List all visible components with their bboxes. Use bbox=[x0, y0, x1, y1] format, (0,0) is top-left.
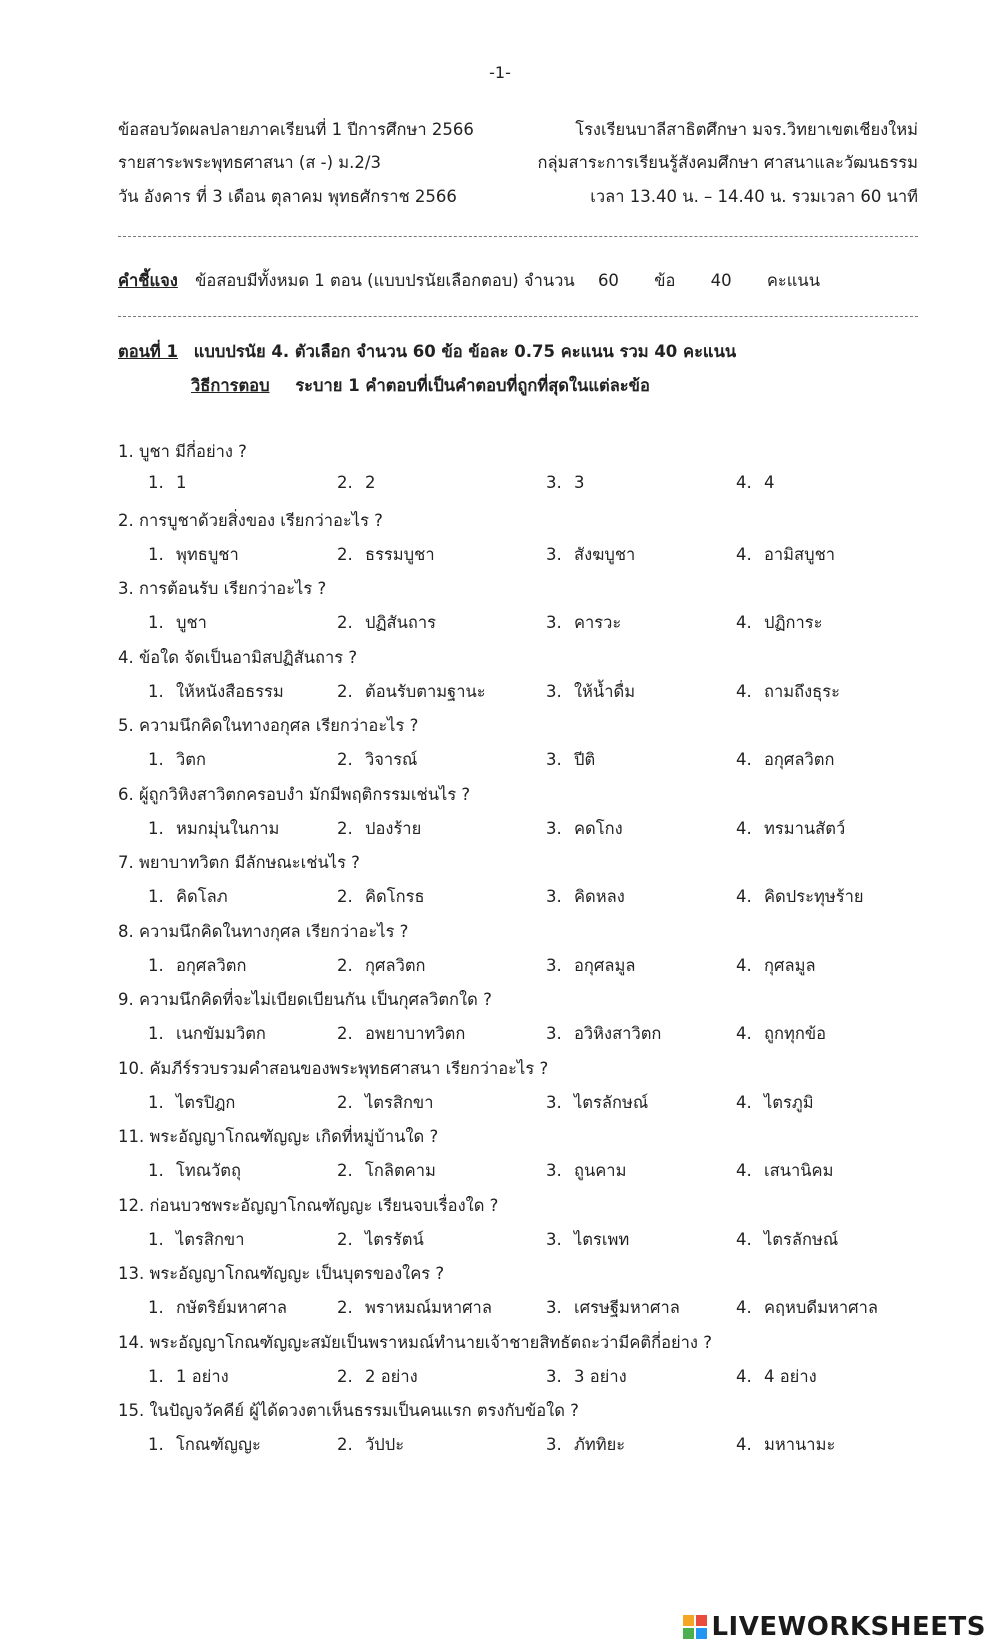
option-number: 2. bbox=[337, 1435, 353, 1454]
option-number: 1. bbox=[148, 1161, 164, 1180]
answer-option-2[interactable] bbox=[337, 1021, 465, 1047]
option-number: 3. bbox=[546, 1161, 562, 1180]
option-text: กุศลวิตก bbox=[365, 955, 426, 975]
option-text: 1 bbox=[176, 473, 187, 492]
section-label: ตอนที่ 1 bbox=[118, 342, 179, 361]
option-text: ไตรภูมิ bbox=[764, 1092, 814, 1112]
header-row-exam bbox=[118, 117, 918, 143]
option-number: 1. bbox=[148, 681, 164, 701]
answer-option-1[interactable] bbox=[148, 953, 246, 979]
option-number: 1. bbox=[148, 1092, 164, 1112]
option-text: อามิสบูชา bbox=[764, 544, 836, 564]
question-item bbox=[118, 713, 938, 782]
answer-option-3[interactable] bbox=[546, 610, 621, 636]
question-text: 3. การต้อนรับ เรียกว่าอะไร ? bbox=[118, 579, 327, 598]
option-number: 1. bbox=[148, 1435, 164, 1454]
subject-group: กลุ่มสาระการเรียนรู้สังคมศึกษา ศาสนาและวัฒนธรรม bbox=[537, 153, 918, 172]
option-number: 1. bbox=[148, 750, 164, 769]
option-number: 2. bbox=[337, 1229, 353, 1249]
question-item bbox=[118, 1398, 938, 1467]
option-number: 2. bbox=[337, 818, 353, 838]
answer-option-3[interactable] bbox=[546, 747, 595, 773]
liveworksheets-wordmark: LIVEWORKSHEETS bbox=[711, 1612, 986, 1642]
option-text: อกุศลวิตก bbox=[176, 955, 247, 975]
question-text: 11. พระอัญญาโกณฑัญญะ เกิดที่หมู่บ้านใด ? bbox=[118, 1127, 439, 1146]
question-item bbox=[118, 987, 938, 1056]
option-text: คิดโลภ bbox=[176, 887, 228, 906]
answer-option-3[interactable] bbox=[546, 1364, 627, 1390]
option-text: ปีติ bbox=[574, 750, 596, 769]
divider-top bbox=[118, 236, 918, 237]
answer-option-1[interactable] bbox=[148, 747, 206, 773]
instructions-score: 40 bbox=[710, 271, 732, 290]
option-text: คิดโกรธ bbox=[365, 887, 425, 906]
option-number: 2. bbox=[337, 544, 353, 564]
section-text: แบบปรนัย 4. ตัวเลือก จำนวน 60 ข้อ ข้อละ 0.75 คะแนน รวม 40 คะแนน bbox=[193, 342, 737, 361]
option-number: 4. bbox=[736, 1161, 752, 1180]
option-text: เสนานิคม bbox=[764, 1161, 834, 1180]
option-number: 4. bbox=[736, 818, 752, 838]
option-text: วัปปะ bbox=[365, 1435, 405, 1454]
option-number: 1. bbox=[148, 818, 164, 838]
answer-option-3[interactable] bbox=[546, 1227, 629, 1253]
option-text: กุศลมูล bbox=[764, 955, 816, 975]
answer-option-3[interactable] bbox=[546, 473, 585, 492]
option-text: 4 อย่าง bbox=[764, 1366, 817, 1386]
option-text: 1 อย่าง bbox=[176, 1366, 229, 1386]
answer-option-4[interactable] bbox=[736, 953, 816, 979]
section-heading bbox=[118, 339, 736, 365]
option-number: 1. bbox=[148, 1024, 164, 1043]
option-text: ปฏิสันถาร bbox=[365, 613, 437, 632]
answer-option-2[interactable] bbox=[337, 1432, 404, 1458]
method-text: ระบาย 1 คำตอบที่เป็นคำตอบที่ถูกที่สุดในแต่ละข้อ bbox=[295, 376, 650, 395]
question-text: 9. ความนึกคิดที่จะไม่เบียดเบียนกัน เป็นกุศลวิตกใด ? bbox=[118, 990, 492, 1009]
option-number: 3. bbox=[546, 750, 562, 769]
option-text: คฤหบดีมหาศาล bbox=[764, 1298, 878, 1317]
option-number: 2. bbox=[337, 1366, 353, 1386]
answer-option-2[interactable] bbox=[337, 1227, 424, 1253]
exam-time: เวลา 13.40 น. – 14.40 น. รวมเวลา 60 นาที bbox=[590, 187, 918, 206]
option-text: เนกขัมมวิตก bbox=[176, 1024, 266, 1043]
answer-option-4[interactable] bbox=[736, 747, 834, 773]
option-number: 2. bbox=[337, 1161, 353, 1180]
answer-option-2[interactable] bbox=[337, 1158, 436, 1184]
option-text: ธรรมบูชา bbox=[365, 544, 435, 564]
answer-option-4[interactable] bbox=[736, 679, 840, 705]
answer-option-1[interactable] bbox=[148, 1432, 261, 1458]
option-text: ไตรสิกขา bbox=[365, 1092, 434, 1112]
question-item bbox=[118, 1261, 938, 1330]
option-text: อพยาบาทวิตก bbox=[365, 1024, 466, 1043]
option-text: ปฏิการะ bbox=[764, 613, 823, 632]
question-item bbox=[118, 1193, 938, 1262]
answer-option-1[interactable] bbox=[148, 1158, 241, 1184]
answer-option-4[interactable] bbox=[736, 1090, 814, 1116]
answer-option-2[interactable] bbox=[337, 1295, 492, 1321]
option-number: 3. bbox=[546, 1435, 562, 1454]
option-text: อกุศลวิตก bbox=[764, 750, 835, 769]
option-text: สังฆบูชา bbox=[574, 544, 636, 564]
question-text: 1. บูชา มีกี่อย่าง ? bbox=[118, 442, 247, 461]
option-text: มหานามะ bbox=[764, 1435, 836, 1454]
instructions bbox=[118, 268, 820, 294]
answer-option-4[interactable] bbox=[736, 473, 775, 492]
option-text: คารวะ bbox=[574, 613, 622, 632]
option-text: ภัททิยะ bbox=[574, 1435, 626, 1454]
answer-option-2[interactable] bbox=[337, 884, 425, 910]
answer-option-2[interactable] bbox=[337, 473, 376, 492]
answer-option-1[interactable] bbox=[148, 1090, 235, 1116]
answer-option-2[interactable] bbox=[337, 953, 426, 979]
option-number: 3. bbox=[546, 1366, 562, 1386]
option-number: 4. bbox=[736, 750, 752, 769]
option-number: 4. bbox=[736, 1024, 752, 1043]
divider-bottom bbox=[118, 316, 918, 317]
answer-option-1[interactable] bbox=[148, 473, 187, 492]
option-number: 2. bbox=[337, 955, 353, 975]
question-text: 2. การบูชาด้วยสิ่งของ เรียกว่าอะไร ? bbox=[118, 510, 383, 530]
option-text: ไตรลักษณ์ bbox=[574, 1092, 649, 1112]
header-row-subject bbox=[118, 150, 918, 176]
option-text: พราหมณ์มหาศาล bbox=[365, 1298, 492, 1317]
option-number: 4. bbox=[736, 1229, 752, 1249]
option-text: อกุศลมูล bbox=[574, 955, 636, 975]
instructions-score-unit: คะแนน bbox=[766, 271, 820, 290]
option-number: 3. bbox=[546, 613, 562, 632]
option-text: บูชา bbox=[176, 613, 207, 632]
question-text: 14. พระอัญญาโกณฑัญญะสมัยเป็นพราหมณ์ทำนายเจ้าชายสิทธัตถะว่ามีคติกี่อย่าง ? bbox=[118, 1332, 712, 1352]
option-text: คิดประทุษร้าย bbox=[764, 887, 864, 906]
answer-option-4[interactable] bbox=[736, 884, 864, 910]
option-text: ถามถึงธุระ bbox=[764, 681, 840, 701]
answer-option-3[interactable] bbox=[546, 1158, 626, 1184]
option-text: ทรมานสัตว์ bbox=[764, 818, 846, 838]
question-text: 6. ผู้ถูกวิหิงสาวิตกครอบงำ มักมีพฤติกรรมเช่นไร ? bbox=[118, 784, 471, 804]
header-row-date bbox=[118, 184, 918, 210]
question-text: 13. พระอัญญาโกณฑัญญะ เป็นบุตรของใคร ? bbox=[118, 1264, 445, 1283]
option-text: กษัตริย์มหาศาล bbox=[176, 1298, 287, 1317]
page-number: -1- bbox=[489, 63, 511, 82]
question-text: 15. ในปัญจวัคคีย์ ผู้ได้ดวงตาเห็นธรรมเป็นคนแรก ตรงกับข้อใด ? bbox=[118, 1401, 579, 1420]
option-text: วิตก bbox=[176, 750, 206, 769]
option-text: ไตรปิฎก bbox=[176, 1092, 236, 1112]
method-label: วิธีการตอบ bbox=[191, 376, 270, 395]
answer-option-4[interactable] bbox=[736, 1432, 835, 1458]
question-text: 12. ก่อนบวชพระอัญญาโกณฑัญญะ เรียนจบเรื่องใด ? bbox=[118, 1195, 499, 1215]
option-text: ไตรสิกขา bbox=[176, 1229, 245, 1249]
option-number: 2. bbox=[337, 613, 353, 632]
option-number: 1. bbox=[148, 1298, 164, 1317]
option-text: ถูกทุกข้อ bbox=[764, 1024, 827, 1043]
question-list bbox=[118, 439, 938, 1467]
answer-option-4[interactable] bbox=[736, 1158, 833, 1184]
answer-method bbox=[191, 373, 650, 399]
answer-option-2[interactable] bbox=[337, 542, 435, 568]
option-number: 3. bbox=[546, 681, 562, 701]
answer-option-1[interactable] bbox=[148, 1021, 266, 1047]
instructions-label: คำชี้แจง bbox=[118, 271, 178, 290]
option-number: 2. bbox=[337, 750, 353, 769]
answer-option-3[interactable] bbox=[546, 1021, 661, 1047]
option-number: 1. bbox=[148, 613, 164, 632]
option-text: คิดหลง bbox=[574, 887, 625, 906]
answer-option-3[interactable] bbox=[546, 542, 635, 568]
option-number: 4. bbox=[736, 681, 752, 701]
option-text: อวิหิงสาวิตก bbox=[574, 1024, 662, 1043]
option-number: 4. bbox=[736, 1435, 752, 1454]
option-text: โกลิตคาม bbox=[365, 1161, 436, 1180]
answer-option-1[interactable] bbox=[148, 884, 228, 910]
option-number: 4. bbox=[736, 1092, 752, 1112]
question-item bbox=[118, 850, 938, 919]
option-number: 2. bbox=[337, 1092, 353, 1112]
answer-option-4[interactable] bbox=[736, 542, 835, 568]
option-number: 3. bbox=[546, 473, 562, 492]
option-text: ให้หนังสือธรรม bbox=[176, 681, 284, 701]
option-text: 4 bbox=[764, 473, 775, 492]
option-text: ให้น้ำดื่ม bbox=[574, 681, 636, 701]
question-text: 8. ความนึกคิดในทางกุศล เรียกว่าอะไร ? bbox=[118, 921, 409, 941]
option-number: 1. bbox=[148, 887, 164, 906]
answer-option-3[interactable] bbox=[546, 1090, 648, 1116]
answer-option-3[interactable] bbox=[546, 816, 623, 842]
option-number: 1. bbox=[148, 1366, 164, 1386]
option-number: 3. bbox=[546, 887, 562, 906]
option-number: 4. bbox=[736, 887, 752, 906]
option-text: ปองร้าย bbox=[365, 818, 422, 838]
option-text: ถูนคาม bbox=[574, 1161, 627, 1180]
answer-option-1[interactable] bbox=[148, 1364, 229, 1390]
question-item bbox=[118, 919, 938, 988]
option-text: ไตรรัตน์ bbox=[365, 1229, 424, 1249]
option-number: 2. bbox=[337, 473, 353, 492]
option-text: ไตรลักษณ์ bbox=[764, 1229, 839, 1249]
option-number: 2. bbox=[337, 1024, 353, 1043]
answer-option-1[interactable] bbox=[148, 679, 284, 705]
answer-option-3[interactable] bbox=[546, 953, 635, 979]
answer-option-2[interactable] bbox=[337, 610, 436, 636]
answer-option-1[interactable] bbox=[148, 816, 279, 842]
answer-option-4[interactable] bbox=[736, 610, 823, 636]
option-text: 2 อย่าง bbox=[365, 1366, 418, 1386]
answer-option-2[interactable] bbox=[337, 1090, 433, 1116]
answer-option-4[interactable] bbox=[736, 1227, 838, 1253]
instructions-count-unit: ข้อ bbox=[654, 271, 676, 290]
option-number: 3. bbox=[546, 544, 562, 564]
liveworksheets-brand bbox=[683, 1612, 986, 1642]
question-item bbox=[118, 508, 938, 577]
liveworksheets-logo-icon bbox=[683, 1615, 707, 1639]
question-text: 5. ความนึกคิดในทางอกุศล เรียกว่าอะไร ? bbox=[118, 716, 419, 735]
answer-option-3[interactable] bbox=[546, 884, 625, 910]
option-text: หมกมุ่นในกาม bbox=[176, 818, 280, 838]
question-text: 4. ข้อใด จัดเป็นอามิสปฏิสันถาร ? bbox=[118, 647, 358, 667]
instructions-text: ข้อสอบมีทั้งหมด 1 ตอน (แบบปรนัยเลือกตอบ) จำนวน bbox=[195, 271, 575, 290]
question-text: 10. คัมภีร์รวบรวมคำสอนของพระพุทธศาสนา เรียกว่าอะไร ? bbox=[118, 1058, 549, 1078]
option-number: 4. bbox=[736, 1366, 752, 1386]
option-number: 2. bbox=[337, 887, 353, 906]
option-number: 3. bbox=[546, 1229, 562, 1249]
question-text: 7. พยาบาทวิตก มีลักษณะเช่นไร ? bbox=[118, 853, 360, 872]
question-item bbox=[118, 1330, 938, 1399]
option-number: 1. bbox=[148, 473, 164, 492]
option-number: 3. bbox=[546, 955, 562, 975]
option-text: ไตรเพท bbox=[574, 1229, 630, 1249]
answer-option-2[interactable] bbox=[337, 679, 486, 705]
answer-option-3[interactable] bbox=[546, 679, 635, 705]
question-item bbox=[118, 576, 938, 645]
option-number: 4. bbox=[736, 473, 752, 492]
option-number: 4. bbox=[736, 613, 752, 632]
instructions-count: 60 bbox=[597, 271, 619, 290]
answer-option-1[interactable] bbox=[148, 1227, 244, 1253]
option-number: 1. bbox=[148, 544, 164, 564]
option-number: 4. bbox=[736, 955, 752, 975]
answer-option-2[interactable] bbox=[337, 816, 421, 842]
answer-option-1[interactable] bbox=[148, 610, 207, 636]
option-number: 1. bbox=[148, 1229, 164, 1249]
option-number: 4. bbox=[736, 1298, 752, 1317]
answer-option-3[interactable] bbox=[546, 1432, 625, 1458]
option-text: 3 bbox=[574, 473, 585, 492]
answer-option-4[interactable] bbox=[736, 816, 845, 842]
option-text: วิจารณ์ bbox=[365, 750, 418, 769]
option-text: 2 bbox=[365, 473, 376, 492]
exam-date: วัน อังคาร ที่ 3 เดือน ตุลาคม พุทธศักราช 2566 bbox=[118, 187, 457, 206]
question-item bbox=[118, 439, 938, 508]
option-text: เศรษฐีมหาศาล bbox=[574, 1298, 680, 1317]
option-number: 1. bbox=[148, 955, 164, 975]
answer-option-4[interactable] bbox=[736, 1295, 878, 1321]
school-name: โรงเรียนบาลีสาธิตศึกษา มจร.วิทยาเขตเชียงใหม่ bbox=[575, 120, 918, 139]
option-number: 2. bbox=[337, 681, 353, 701]
answer-option-3[interactable] bbox=[546, 1295, 680, 1321]
answer-option-1[interactable] bbox=[148, 542, 239, 568]
option-number: 4. bbox=[736, 544, 752, 564]
option-text: คดโกง bbox=[574, 818, 623, 838]
answer-option-2[interactable] bbox=[337, 1364, 418, 1390]
option-text: ต้อนรับตามฐานะ bbox=[365, 681, 486, 701]
question-item bbox=[118, 1056, 938, 1125]
option-text: พุทธบูชา bbox=[176, 544, 239, 564]
option-text: โกณฑัญญะ bbox=[176, 1435, 261, 1454]
subject-name: รายสาระพระพุทธศาสนา (ส -) ม.2/3 bbox=[118, 153, 381, 172]
question-item bbox=[118, 1124, 938, 1193]
option-number: 3. bbox=[546, 1024, 562, 1043]
option-text: โทณวัตถุ bbox=[176, 1161, 242, 1180]
answer-option-1[interactable] bbox=[148, 1295, 287, 1321]
option-text: 3 อย่าง bbox=[574, 1366, 627, 1386]
option-number: 3. bbox=[546, 818, 562, 838]
answer-option-2[interactable] bbox=[337, 747, 417, 773]
option-number: 3. bbox=[546, 1298, 562, 1317]
exam-title: ข้อสอบวัดผลปลายภาคเรียนที่ 1 ปีการศึกษา 2566 bbox=[118, 120, 474, 139]
question-item bbox=[118, 782, 938, 851]
option-number: 2. bbox=[337, 1298, 353, 1317]
option-number: 3. bbox=[546, 1092, 562, 1112]
answer-option-4[interactable] bbox=[736, 1021, 826, 1047]
question-item bbox=[118, 645, 938, 714]
answer-option-4[interactable] bbox=[736, 1364, 817, 1390]
